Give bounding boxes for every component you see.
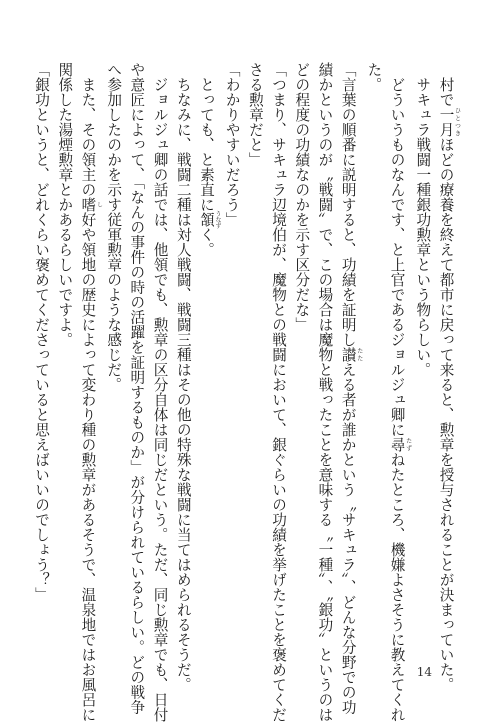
text-line — [148, 62, 171, 722]
text-run: 「銀功というと、どれくらい褒めてくださっていると思えばいいのでしょう？」 — [33, 62, 51, 602]
text-line — [102, 62, 125, 637]
text-line — [385, 62, 412, 722]
text-run: く。 — [197, 226, 215, 257]
text-run: ねたところ、機嫌よさそうに教えてくれ — [388, 451, 406, 722]
ruby-base: 嗜 — [79, 196, 97, 212]
text-line — [76, 62, 103, 722]
text-run: どういうものなんです、と上官であるジョルジュ卿に — [388, 76, 406, 437]
text-line — [172, 62, 195, 692]
text-line — [411, 62, 434, 637]
text-run: また、その領主の — [79, 76, 97, 197]
ruby-reading: し — [95, 196, 103, 212]
text-run: 村で — [437, 76, 455, 107]
text-run: 関係した湯煙勲章とかあるらしいですよ。 — [56, 62, 74, 347]
text-run: ちなみに、戦闘二種は対人戦闘、戦闘三種はその他の特殊な戦闘に当てはめられるそうだ。 — [174, 76, 192, 692]
text-run: 「言葉の順番に説明すると、功績を証明し — [339, 62, 357, 347]
text-run: 好や領地の歴史によって変わり種の勲章があるそうで、温泉地ではお風呂に — [79, 211, 97, 722]
text-run: サキュラ戦闘一種銀功勲章という物らしい。 — [414, 76, 432, 377]
text-run: た。 — [365, 62, 383, 92]
ruby-word — [79, 196, 103, 212]
ruby-base: 讃 — [339, 347, 357, 362]
text-line — [290, 62, 313, 637]
ruby-word — [437, 106, 461, 137]
text-line — [244, 62, 267, 637]
text-line — [362, 62, 385, 637]
ruby-reading: たた — [355, 347, 363, 362]
text-run: 績かというのが〝戦闘〟で、この場合は魔物と戦ったことを意味する〝一種〟、〝銀功〟というのは — [316, 62, 334, 722]
text-run: どの程度の功績なのかを示す区分だな」 — [293, 62, 311, 332]
text-line — [220, 62, 243, 637]
text-line — [313, 62, 336, 722]
text-run: や意匠によって、「なんの事件の時の活躍を証明するものか」が分けられているらしい。どの戦争 — [128, 62, 146, 715]
ruby-reading: たず — [404, 436, 412, 452]
text-line — [30, 62, 53, 637]
ruby-base: 尋 — [388, 436, 406, 452]
ruby-base: 頷 — [197, 210, 215, 229]
page-number: 14 — [416, 665, 432, 679]
text-run: 「つまり、サキュラ辺境伯が、魔物との戦闘において、銀ぐらいの功績を挙げたことを褒めてくだ — [270, 62, 288, 722]
text-line — [434, 62, 461, 692]
ruby-base: 一月 — [437, 106, 455, 137]
ruby-reading: ひとつき — [453, 106, 461, 137]
ruby-word — [388, 436, 412, 452]
text-line — [267, 62, 290, 722]
text-line — [336, 62, 363, 715]
ruby-reading: うなず — [213, 210, 221, 229]
ruby-word — [197, 210, 221, 229]
text-run: 「わかりやすいだろう」 — [223, 62, 241, 227]
text-line — [125, 62, 148, 715]
text-line — [195, 62, 221, 637]
ruby-word — [339, 347, 363, 362]
text-run: ジョルジュ卿の話では、他領でも、勲章の区分自体は同じだという。ただ、同じ勲章でも、日付 — [151, 76, 169, 722]
text-run: さる勲章だと」 — [246, 62, 264, 167]
text-line — [53, 62, 76, 637]
text-run: ほどの療養を終えて都市に戻って来ると、勲章を授与されることが決まっていた。 — [437, 136, 455, 692]
text-run: える者が誰かという〝サキュラ〟、どんな分野での功 — [339, 362, 357, 715]
text-run: へ参加したのかを示す従軍勲章のような感じだ。 — [105, 62, 123, 392]
text-run: とっても、と素直に — [197, 76, 215, 212]
